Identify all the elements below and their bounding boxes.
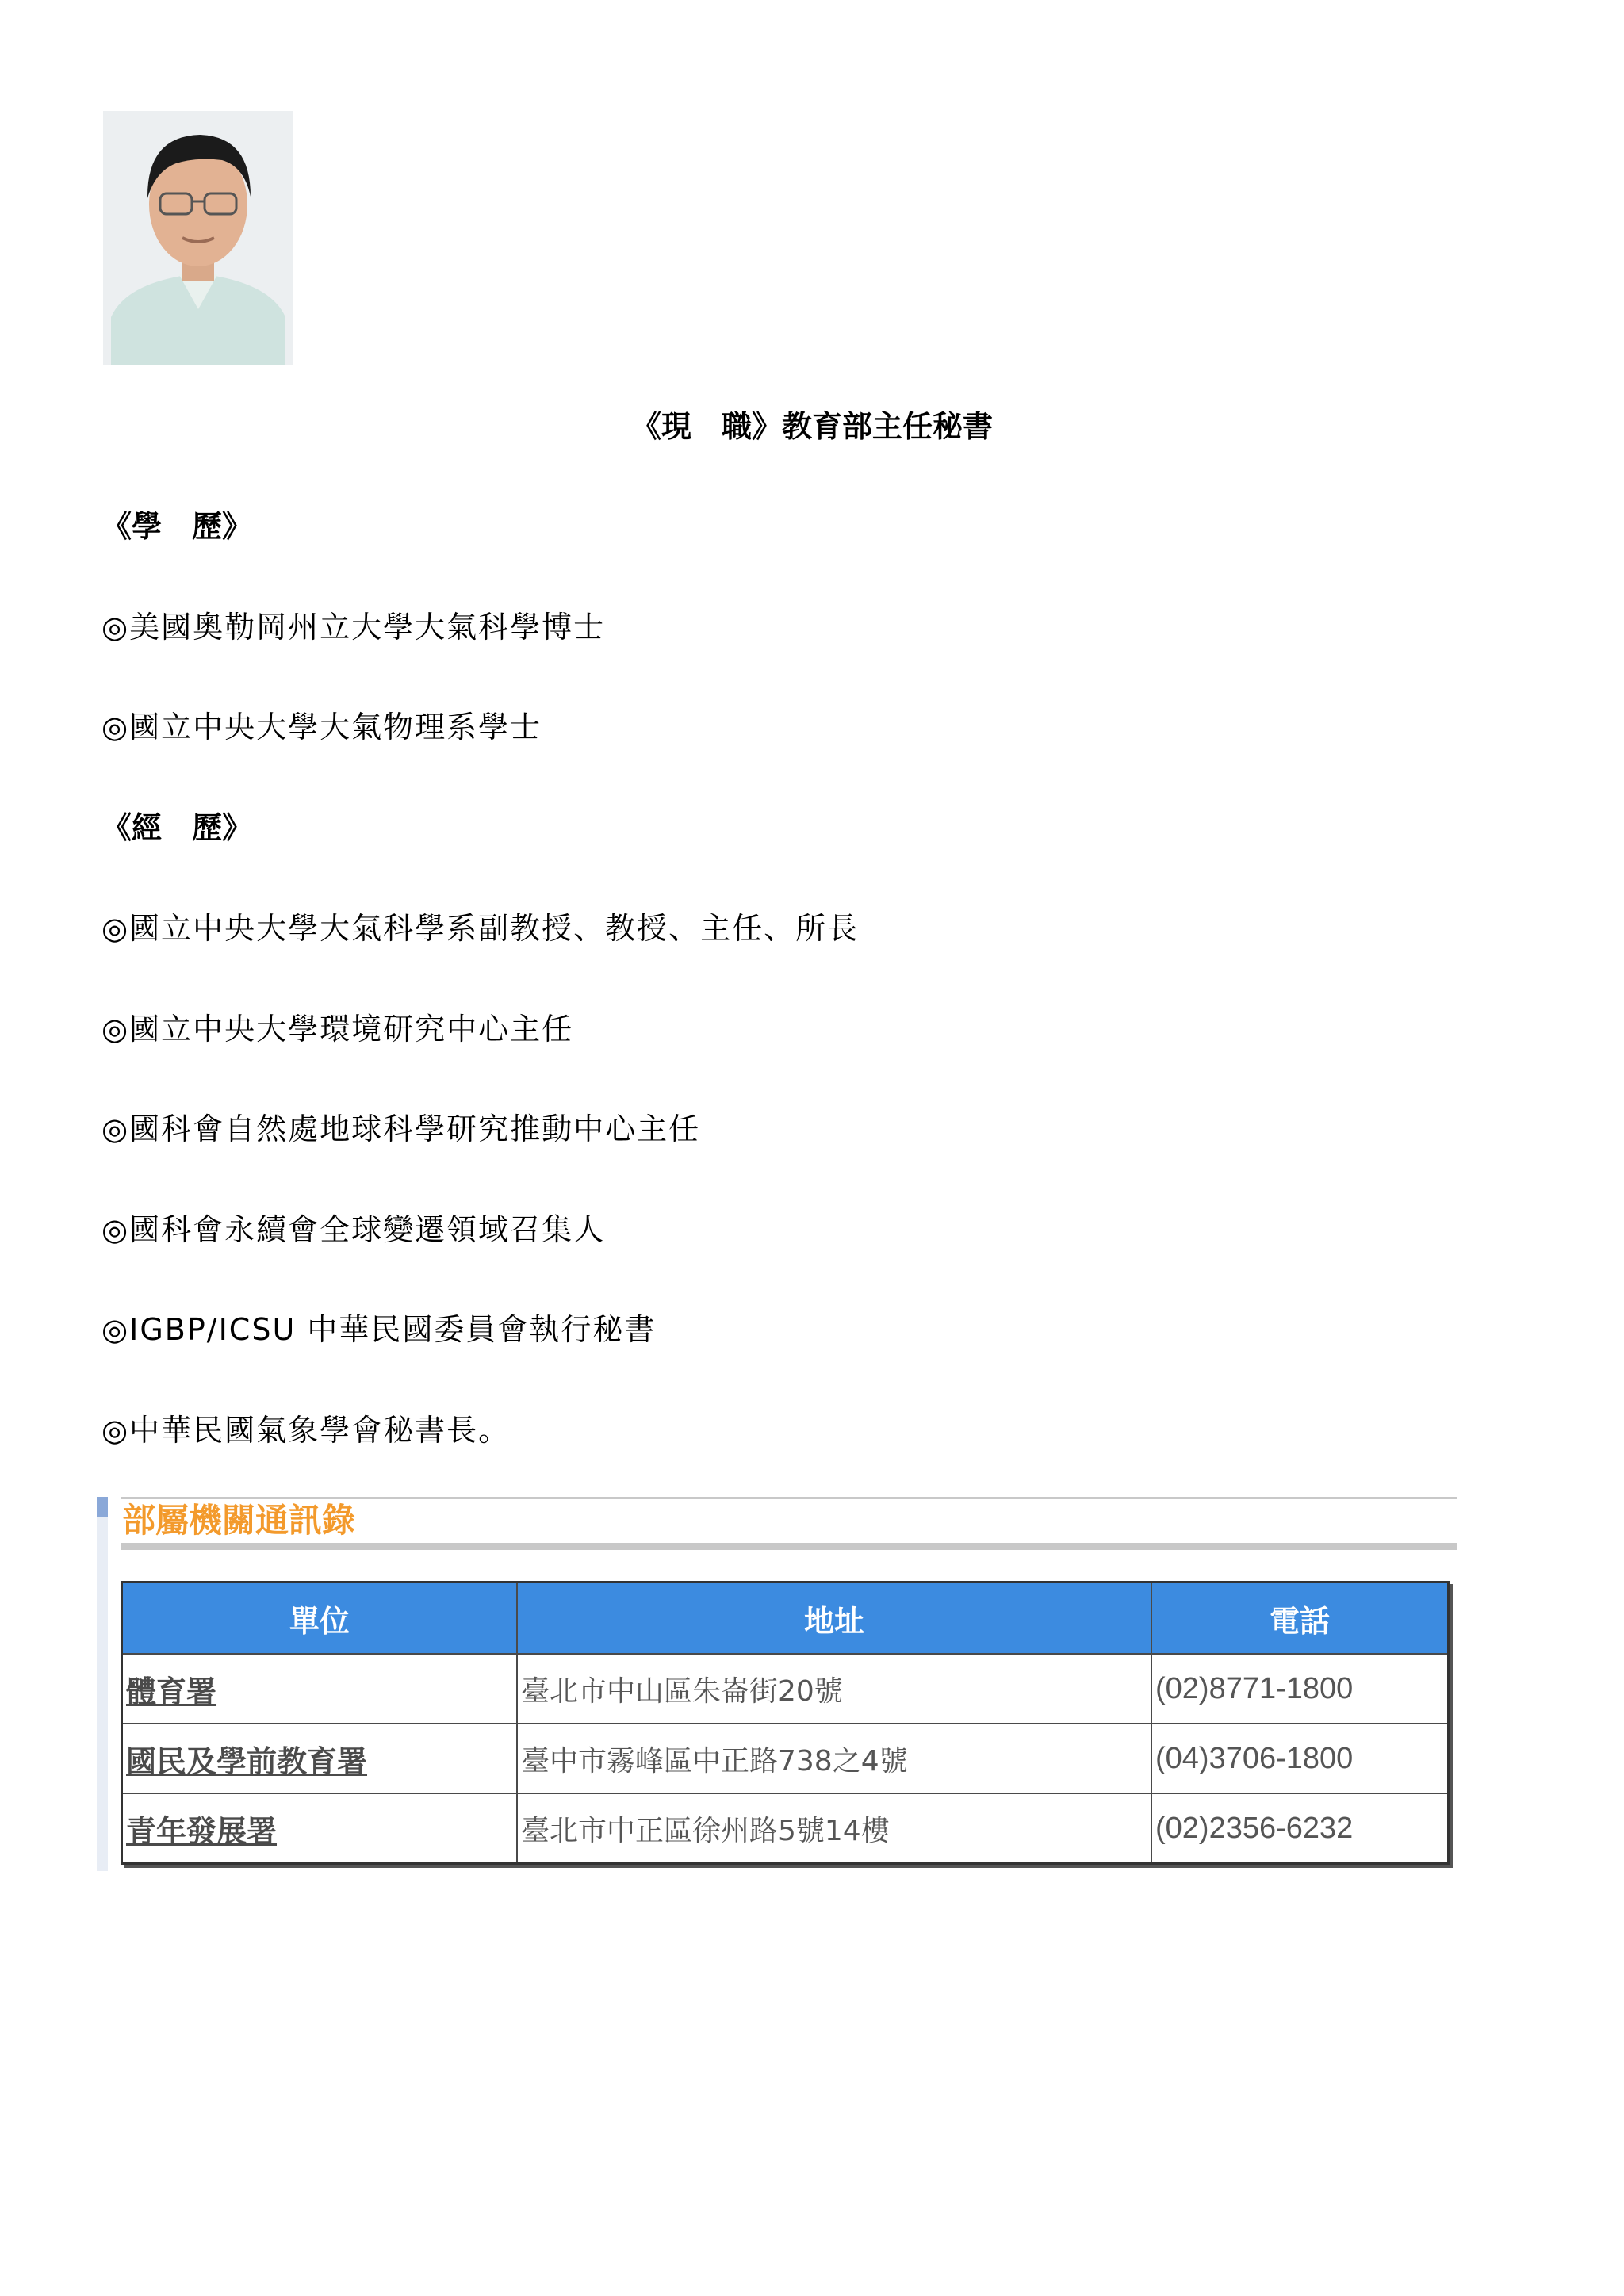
column-header-phone: 電話 bbox=[1151, 1582, 1449, 1655]
column-header-address: 地址 bbox=[517, 1582, 1151, 1655]
experience-item: ◎國立中央大學大氣科學系副教授、教授、主任、所長 bbox=[102, 911, 860, 946]
experience-item: ◎IGBP/ICSU 中華民國委員會執行秘書 bbox=[102, 1312, 657, 1347]
address-cell: 臺中市霧峰區中正路738之4號 bbox=[517, 1724, 1151, 1793]
address-cell: 臺北市中山區朱崙街20號 bbox=[517, 1654, 1151, 1724]
phone-cell: (02)2356-6232 bbox=[1151, 1793, 1449, 1864]
section-side-shade bbox=[97, 1517, 108, 1871]
experience-heading: 《經 歷》 bbox=[102, 810, 253, 845]
directory-title: 部屬機關通訊錄 bbox=[122, 1501, 356, 1540]
divider bbox=[121, 1497, 1457, 1499]
table-row bbox=[122, 1654, 1449, 1724]
unit-link[interactable]: 青年發展署 bbox=[122, 1793, 518, 1864]
phone-cell: (04)3706-1800 bbox=[1151, 1724, 1449, 1793]
portrait-icon bbox=[103, 111, 293, 365]
current-position: 《現 職》教育部主任秘書 bbox=[630, 409, 993, 444]
divider bbox=[121, 1543, 1457, 1550]
unit-link[interactable]: 國民及學前教育署 bbox=[122, 1724, 518, 1793]
experience-item: ◎國立中央大學環境研究中心主任 bbox=[102, 1012, 574, 1047]
directory-table bbox=[121, 1581, 1450, 1865]
experience-item: ◎國科會永續會全球變遷領域召集人 bbox=[102, 1212, 606, 1247]
education-item: ◎國立中央大學大氣物理系學士 bbox=[102, 710, 542, 744]
section-marker bbox=[97, 1497, 108, 1517]
experience-item: ◎國科會自然處地球科學研究推動中心主任 bbox=[102, 1112, 701, 1146]
column-header-unit: 單位 bbox=[122, 1582, 518, 1655]
table-row bbox=[122, 1724, 1449, 1793]
phone-cell: (02)8771-1800 bbox=[1151, 1654, 1449, 1724]
table-row bbox=[122, 1793, 1449, 1864]
experience-item: ◎中華民國氣象學會秘書長。 bbox=[102, 1413, 511, 1448]
education-item: ◎美國奧勒岡州立大學大氣科學博士 bbox=[102, 610, 606, 645]
address-cell: 臺北市中正區徐州路5號14樓 bbox=[517, 1793, 1151, 1864]
education-heading: 《學 歷》 bbox=[102, 509, 253, 544]
profile-photo bbox=[103, 111, 293, 365]
table-header-row bbox=[122, 1582, 1449, 1655]
unit-link[interactable]: 體育署 bbox=[122, 1654, 518, 1724]
